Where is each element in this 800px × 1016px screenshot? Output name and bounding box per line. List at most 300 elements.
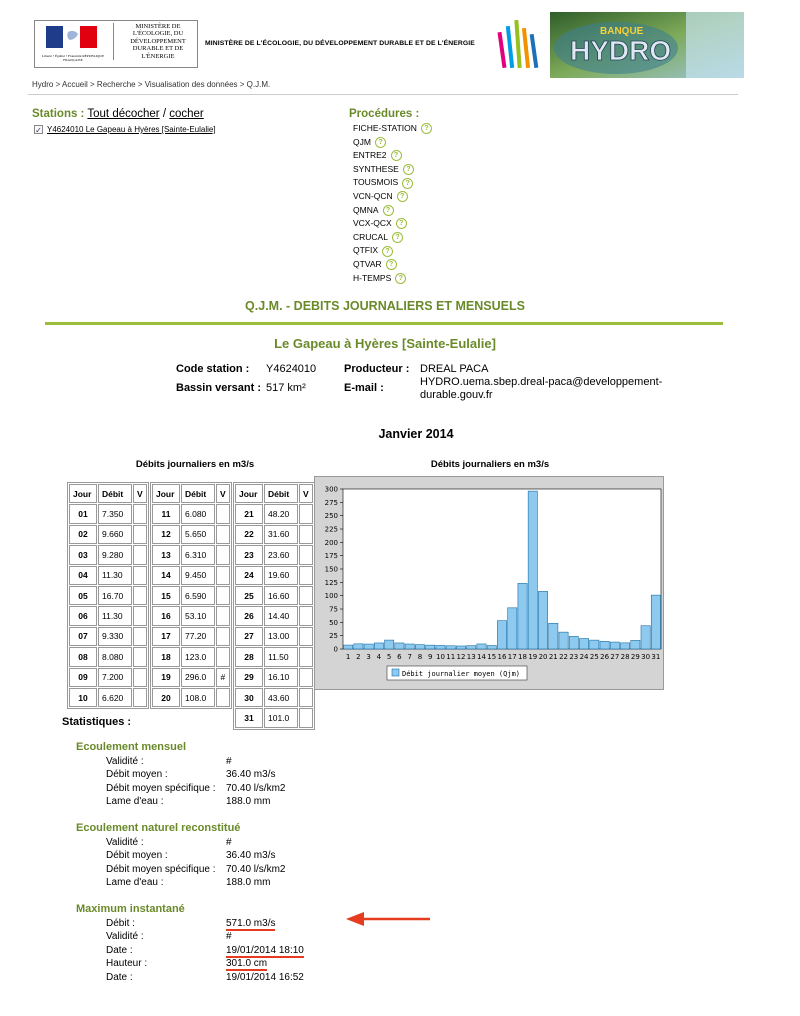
y-tick-label: 25 [329,632,338,641]
bar [559,632,568,649]
bar [436,645,445,649]
validity-cell [216,606,230,625]
bar [549,623,558,649]
procedure-item [353,231,432,245]
stat-label: Débit moyen : [106,769,168,781]
station-item [34,125,216,134]
svg-text:BANQUE: BANQUE [600,26,644,37]
flow-cell: 6.080 [181,504,215,523]
help-icon[interactable]: ? [386,259,397,270]
table-row [235,627,313,646]
validity-cell [133,688,147,707]
table-row [235,586,313,605]
flow-cell: 11.30 [98,606,132,625]
procedure-item [353,258,432,272]
day-cell: 04 [69,566,97,585]
column-header: Débit [264,484,298,503]
validity-cell [216,566,230,585]
bar [518,583,527,649]
procedure-item [353,136,432,150]
procedure-link[interactable]: QMNA [353,204,379,215]
stat-label: Validité : [106,931,144,943]
y-tick-label: 0 [333,645,338,654]
help-icon[interactable]: ? [382,246,393,257]
x-tick-label: 8 [417,653,423,661]
validity-cell [216,504,230,523]
y-tick-label: 250 [324,512,338,521]
stat-value: 36.40 m3/s [226,769,276,781]
table-row [235,647,313,666]
email-line-1[interactable]: HYDRO.uema.sbep.dreal-paca@developpement- [420,376,663,388]
validity-cell [299,647,313,666]
procedure-link[interactable]: FICHE-STATION [353,123,417,133]
day-cell: 12 [152,525,180,544]
flow-cell: 14.40 [264,606,298,625]
flow-cell: 16.10 [264,668,298,687]
x-tick-label: 21 [548,653,558,661]
stat-label: Débit moyen spécifique : [106,863,216,875]
procedure-item [353,217,432,231]
table-row [152,606,230,625]
bar [508,608,517,649]
x-tick-label: 27 [610,653,620,661]
x-tick-label: 10 [435,653,445,661]
day-cell: 29 [235,668,263,687]
table-row [235,525,313,544]
stat-value: 70.40 l/s/km2 [226,863,286,875]
help-icon[interactable]: ? [375,137,386,148]
day-cell: 22 [235,525,263,544]
y-tick-label: 50 [329,618,338,627]
x-tick-label: 15 [487,653,497,661]
help-icon[interactable]: ? [421,123,432,134]
bar [641,626,650,649]
flow-cell: 16.60 [264,586,298,605]
table-row [69,545,147,564]
flow-cell: 53.10 [181,606,215,625]
y-tick-label: 125 [324,578,338,587]
day-cell: 10 [69,688,97,707]
x-tick-label: 19 [528,653,538,661]
x-tick-label: 14 [477,653,486,661]
code-label: Code station : [176,363,250,375]
table-row [152,627,230,646]
flow-cell: 19.60 [264,566,298,585]
ministry-block: MINISTÈRE DE L'ÉCOLOGIE, DU DÉVELOPPEMENT DURABLE ET DE L'ÉNERGIE [113,23,200,60]
bar [456,646,465,649]
y-tick-label: 200 [324,538,338,547]
table-row [69,504,147,523]
validity-cell [133,566,147,585]
bar [497,621,506,649]
procedures-list [353,122,432,285]
day-cell: 19 [152,668,180,687]
red-arrow-icon [346,911,430,927]
procedure-item [353,163,432,177]
validity-cell [299,586,313,605]
validity-cell [299,668,313,687]
bar [590,640,599,649]
bassin-value: 517 km² [266,382,306,394]
separator: / [162,108,167,120]
bar [487,645,496,649]
x-tick-label: 1 [345,653,351,661]
stat-label: Hauteur : [106,958,148,970]
validity-cell [133,668,147,687]
procedure-link[interactable]: TOUSMOIS [353,177,399,188]
ministry-name: MINISTÈRE DE L'ÉCOLOGIE, DU DÉVELOPPEMENT DURABLE ET DE L'ÉNERGIE [205,40,475,47]
table-row [69,525,147,544]
bar [354,644,363,649]
table-row [69,668,147,687]
flow-cell: 101.0 [264,708,298,727]
table-row [235,708,313,727]
help-icon[interactable]: ? [402,178,413,189]
procedure-link[interactable]: QTFIX [353,245,379,256]
validity-cell [133,606,147,625]
x-tick-label: 17 [507,653,517,661]
bar [467,646,476,649]
validity-cell [299,525,313,544]
validity-cell [299,504,313,523]
x-tick-label: 28 [620,653,630,661]
bar [395,643,404,649]
republic-flag-icon [38,24,106,64]
procedure-item [353,204,432,218]
bar [364,644,373,649]
day-cell: 17 [152,627,180,646]
email-line-2[interactable]: durable.gouv.fr [420,389,493,401]
table-row [69,647,147,666]
day-cell: 03 [69,545,97,564]
x-tick-label: 6 [397,653,402,661]
table-row [152,504,230,523]
day-cell: 15 [152,586,180,605]
table-row [235,504,313,523]
validity-cell [216,627,230,646]
legend-swatch [392,669,399,676]
help-icon[interactable]: ? [395,273,406,284]
flag-caption: Liberté • Égalité • Fraternité RÉPUBLIQUE FRANÇAISE [41,54,105,62]
help-icon[interactable]: ? [392,232,403,243]
stat-label: Débit moyen spécifique : [106,782,216,794]
validity-cell [133,627,147,646]
day-cell: 25 [235,586,263,605]
stat-label: Débit : [106,918,135,929]
stat-label: Lame d'eau : [106,877,164,889]
flow-cell: 48.20 [264,504,298,523]
bar [344,645,353,649]
procedure-link[interactable]: H-TEMPS [353,272,392,283]
station-title: Le Gapeau à Hyères [Sainte-Eulalie] [274,336,496,351]
y-tick-label: 300 [324,485,338,494]
day-cell: 27 [235,627,263,646]
validity-cell [299,566,313,585]
x-tick-label: 31 [651,653,661,661]
day-cell: 31 [235,708,263,727]
validity-cell [299,627,313,646]
table-row [69,566,147,585]
code-value: Y4624010 [266,363,317,375]
flow-cell: 9.280 [98,545,132,564]
svg-text:HYDRO: HYDRO [570,35,672,66]
x-tick-label: 11 [446,653,456,661]
x-tick-label: 3 [366,653,371,661]
stat-value: 36.40 m3/s [226,850,276,862]
flow-cell: 9.330 [98,627,132,646]
procedures-label: Procédures : [349,108,420,120]
flow-cell: 108.0 [181,688,215,707]
day-cell: 30 [235,688,263,707]
stations-label: Stations : [32,108,85,120]
y-tick-label: 275 [324,498,338,507]
procedure-link[interactable]: QJM [353,136,371,147]
check-link[interactable]: cocher [169,108,204,120]
table-row [69,606,147,625]
stat-value: 19/01/2014 18:10 [226,944,304,956]
column-header: Jour [152,484,180,503]
validity-cell [216,525,230,544]
flow-cell: 6.310 [181,545,215,564]
month-title: Janvier 2014 [378,427,454,441]
procedure-item [353,149,432,163]
procedure-item [353,176,432,190]
bar [385,640,394,649]
bassin-label: Bassin versant : [176,382,261,394]
day-cell: 24 [235,566,263,585]
validity-cell [133,647,147,666]
bar [620,643,629,649]
day-cell: 28 [235,647,263,666]
producteur-value: DREAL PACA [420,363,489,375]
x-tick-label: 5 [386,653,392,661]
y-tick-label: 75 [329,605,338,614]
table-row [69,688,147,707]
stat-value: 571.0 m3/s [226,918,276,929]
y-tick-label: 225 [324,525,338,534]
validity-cell [299,708,313,727]
bar [538,591,547,649]
marianne-logo [34,20,198,68]
procedure-item [353,272,432,286]
flow-cell: 7.200 [98,668,132,687]
producteur-label: Producteur : [344,363,410,375]
validity-cell [299,545,313,564]
procedure-link[interactable]: SYNTHESE [353,163,399,174]
table-row [235,668,313,687]
y-tick-label: 175 [324,552,338,561]
bar [446,646,455,649]
breadcrumb[interactable]: Hydro > Accueil > Recherche > Visualisation des données > Q.J.M. [32,80,271,89]
day-cell: 09 [69,668,97,687]
bar [415,645,424,649]
table-row [235,606,313,625]
bar [374,643,383,649]
bar [528,491,537,649]
flow-cell: 43.60 [264,688,298,707]
validity-cell [133,504,147,523]
table-row [235,566,313,585]
flow-cell: 7.350 [98,504,132,523]
stat-value: 188.0 mm [226,796,271,808]
email-label: E-mail : [344,382,384,394]
procedure-link[interactable]: VCN-QCN [353,190,393,201]
daily-table [67,482,149,709]
flow-cell: 8.080 [98,647,132,666]
y-tick-label: 150 [324,565,338,574]
flow-cell: 77.20 [181,627,215,646]
flow-cell: 13.00 [264,627,298,646]
bar [610,642,619,649]
day-cell: 05 [69,586,97,605]
bar [426,645,435,649]
stat-label: Lame d'eau : [106,796,164,808]
validity-cell [216,586,230,605]
day-cell: 07 [69,627,97,646]
procedure-link[interactable]: CRUCAL [353,231,388,242]
x-tick-label: 24 [579,653,589,661]
stat-value: 19/01/2014 16:52 [226,971,304,983]
stat-value: # [226,837,232,848]
table-row [152,525,230,544]
column-header: Débit [181,484,215,503]
color-stripes-icon [498,20,539,68]
flow-cell: 123.0 [181,647,215,666]
station-checkbox[interactable]: ✓ [35,126,42,135]
day-cell: 16 [152,606,180,625]
bar [651,595,660,649]
flow-cell: 9.450 [181,566,215,585]
validity-cell [216,688,230,707]
uncheck-all-link[interactable]: Tout décocher [87,108,160,120]
day-cell: 26 [235,606,263,625]
day-cell: 02 [69,525,97,544]
y-tick-label: 100 [324,592,338,601]
help-icon[interactable]: ? [383,205,394,216]
table-row [152,586,230,605]
day-cell: 06 [69,606,97,625]
column-header: V [216,484,230,503]
x-tick-label: 22 [559,653,569,661]
x-tick-label: 20 [538,653,548,661]
flow-cell: 16.70 [98,586,132,605]
page-title: Q.J.M. - DEBITS JOURNALIERS ET MENSUELS [245,299,525,313]
help-icon[interactable]: ? [391,150,402,161]
bar [600,641,609,649]
bar [579,639,588,649]
flow-cell: 9.660 [98,525,132,544]
stat-value: 188.0 mm [226,877,271,889]
stat-value: # [226,756,232,767]
stat-value: 301.0 cm [226,958,268,970]
flow-cell: 11.50 [264,647,298,666]
x-tick-label: 7 [407,653,412,661]
table-row [69,627,147,646]
day-cell: 08 [69,647,97,666]
x-tick-label: 18 [518,653,527,661]
validity-cell [216,545,230,564]
stat-value: # [226,931,232,943]
validity-cell [133,586,147,605]
station-link[interactable]: Y4624010 Le Gapeau à Hyères [Sainte-Eulalie] [47,125,216,134]
legend-label: Débit journalier moyen (Qjm) [402,670,521,678]
stats-section-title: Ecoulement naturel reconstitué [76,822,241,834]
x-tick-label: 29 [630,653,640,661]
flow-cell: 296.0 [181,668,215,687]
banque-hydro-logo[interactable] [496,12,744,78]
help-icon[interactable]: ? [396,218,407,229]
daily-table [233,482,315,730]
stat-label: Validité : [106,756,144,767]
column-header: V [299,484,313,503]
flow-cell: 31.60 [264,525,298,544]
stat-label: Date : [106,944,133,956]
table-row [69,586,147,605]
validity-cell [299,606,313,625]
bar [569,636,578,649]
bar [631,640,640,649]
table-row [152,688,230,707]
help-icon[interactable]: ? [397,191,408,202]
x-tick-label: 2 [356,653,361,661]
day-cell: 01 [69,504,97,523]
chart-svg [315,477,665,691]
stat-label: Date : [106,971,133,983]
daily-table [150,482,232,709]
stats-title: Statistiques : [62,716,132,728]
procedure-item [353,244,432,258]
table-row [152,545,230,564]
day-cell: 13 [152,545,180,564]
flow-cell: 5.650 [181,525,215,544]
day-cell: 14 [152,566,180,585]
column-header: Jour [69,484,97,503]
validity-cell [216,647,230,666]
x-tick-label: 16 [497,653,507,661]
stats-section-title: Ecoulement mensuel [76,741,187,753]
x-tick-label: 23 [569,653,579,661]
procedure-item [353,122,432,136]
table-row [235,545,313,564]
column-header: Débit [98,484,132,503]
procedure-link[interactable]: ENTRE2 [353,150,387,161]
flow-cell: 6.620 [98,688,132,707]
table-title: Débits journaliers en m3/s [135,459,255,470]
stat-label: Validité : [106,837,144,848]
bar [405,644,414,649]
stations-header [32,108,204,120]
procedure-item [353,190,432,204]
table-row [152,647,230,666]
day-cell: 18 [152,647,180,666]
x-tick-label: 4 [376,653,382,661]
help-icon[interactable]: ? [403,164,414,175]
table-row [152,668,230,687]
x-tick-label: 9 [427,653,433,661]
x-tick-label: 25 [589,653,599,661]
day-cell: 11 [152,504,180,523]
procedure-link[interactable]: VCX-QCX [353,218,392,229]
flow-cell: 23.60 [264,545,298,564]
procedure-link[interactable]: QTVAR [353,258,382,269]
chart-title: Débits journaliers en m3/s [430,459,550,470]
flow-cell: 11.30 [98,566,132,585]
green-divider [45,322,723,325]
column-header: V [133,484,147,503]
validity-cell [299,688,313,707]
column-header: Jour [235,484,263,503]
divider [28,94,738,95]
